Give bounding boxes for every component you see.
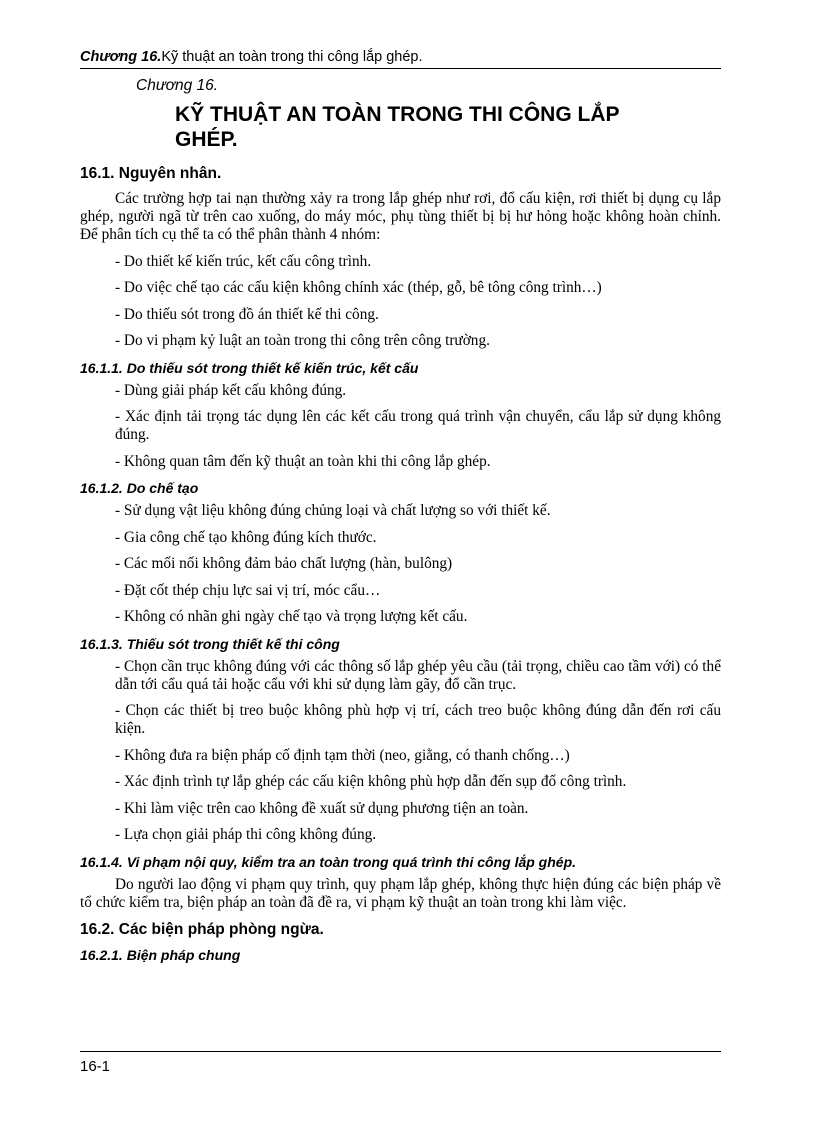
header-title: Kỹ thuật an toàn trong thi công lắp ghép. — [161, 49, 423, 65]
list-item: - Do thiết kế kiến trúc, kết cấu công trình. — [115, 252, 372, 270]
list-item: - Chọn các thiết bị treo buộc không phù hợp vị trí, cách treo buộc không đúng dẫn đến rơi cấu kiện. — [115, 702, 721, 737]
page-content — [80, 76, 721, 969]
running-header — [80, 48, 721, 69]
section-heading-16-2: 16.2. Các biện pháp phòng ngừa. — [80, 921, 324, 938]
list-item: - Khi làm việc trên cao không đề xuất sử dụng phương tiện an toàn. — [115, 799, 529, 817]
list-item: - Do thiếu sót trong đồ án thiết kế thi công. — [115, 305, 379, 323]
subsection-heading-16-1-2: 16.1.2. Do chế tạo — [80, 480, 199, 496]
chapter-label: Chương 16. — [136, 77, 219, 94]
running-footer — [80, 1051, 721, 1076]
chapter-title: KỸ THUẬT AN TOÀN TRONG THI CÔNG LẮP GHÉP. — [175, 103, 620, 151]
list-item: - Các mối nối không đảm bảo chất lượng (hàn, bulông) — [115, 555, 453, 572]
header-chapter-ref: Chương 16. — [80, 49, 162, 65]
paragraph-16-1-4-body: Do người lao động vi phạm quy trình, quy phạm lắp ghép, không thực hiện đúng các biện pháp về tổ chức kiểm tra, biện pháp an toàn đã đề ra, vi phạm kỹ thuật an toàn trong khi làm việc. — [80, 875, 721, 911]
list-item: - Chọn cần trục không đúng với các thông số lắp ghép yêu cầu (tải trọng, chiều cao tầm với) có thể dẫn tới cẩu quá tải hoặc cẩu với khi sử dụng làm gãy, đổ cần trục. — [115, 657, 721, 693]
subsection-heading-16-1-4: 16.1.4. Vi phạm nội quy, kiểm tra an toàn trong quá trình thi công lắp ghép. — [80, 853, 577, 870]
list-item: - Lựa chọn giải pháp thi công không đúng. — [115, 826, 377, 843]
list-item: - Không quan tâm đến kỹ thuật an toàn khi thi công lắp ghép. — [115, 452, 491, 470]
subsection-heading-16-2-1: 16.2.1. Biện pháp chung — [80, 947, 241, 963]
list-item: - Đặt cốt thép chịu lực sai vị trí, móc cẩu… — [115, 581, 381, 599]
list-item: - Dùng giải pháp kết cấu không đúng. — [115, 381, 347, 399]
list-item: - Sử dụng vật liệu không đúng chủng loại và chất lượng so với thiết kế. — [115, 502, 551, 519]
list-item: - Gia công chế tạo không đúng kích thước. — [115, 528, 377, 546]
list-item: - Xác định tải trọng tác dụng lên các kết cấu trong quá trình vận chuyển, cẩu lắp sử dụng không đúng. — [115, 408, 721, 443]
section-heading-16-1: 16.1. Nguyên nhân. — [80, 165, 222, 182]
subsection-heading-16-1-3: 16.1.3. Thiếu sót trong thiết kế thi công — [80, 635, 340, 652]
subsection-heading-16-1-1: 16.1.1. Do thiếu sót trong thiết kế kiến trúc, kết cấu — [80, 359, 419, 376]
list-item: - Không có nhãn ghi ngày chế tạo và trọng lượng kết cấu. — [115, 608, 468, 625]
list-item: - Do việc chế tạo các cấu kiện không chính xác (thép, gỗ, bê tông công trình…) — [115, 279, 602, 296]
list-item: - Do vi phạm kỷ luật an toàn trong thi công trên công trường. — [115, 332, 490, 349]
list-item: - Không đưa ra biện pháp cố định tạm thời (neo, giằng, có thanh chống…) — [115, 746, 570, 764]
document-page — [80, 0, 721, 1123]
list-item: - Xác định trình tự lắp ghép các cấu kiện không phù hợp dẫn đến sụp đổ công trình. — [115, 773, 627, 790]
paragraph-16-1-intro: Các trường hợp tai nạn thường xảy ra trong lắp ghép như rơi, đổ cấu kiện, rơi thiết bị dụng cụ lắp ghép, người ngã từ trên cao xuống, do máy móc, phụ tùng thiết bị bị hư hỏng hoặc không hoàn chỉnh. Để phân tích cụ thể ta có thể phân thành 4 nhóm: — [80, 190, 721, 243]
page-number: 16-1 — [80, 1058, 111, 1075]
